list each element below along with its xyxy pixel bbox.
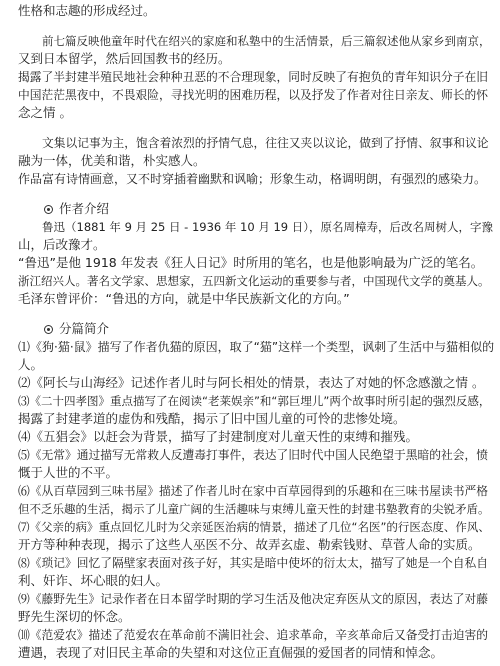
section-heading-chapters (44, 320, 109, 338)
text-line: 中国茫茫黑夜中，不畏艰险，寻找光明的困难历程，以及抒发了作者对往日亲友、师长的怀 (18, 88, 488, 102)
text-line: 作品富有诗情画意，又不时穿插着幽默和讽喻；形象生动，格调明朗，有强烈的感染力。 (18, 172, 487, 186)
section-title: 作者介绍 (59, 201, 110, 216)
text-line: 毛泽东曾评价：“鲁迅的方向，就是中华民族新文化的方向。” (18, 291, 350, 306)
text-line: 慨于人世的不平。 (18, 465, 119, 480)
text-line: 山，后改豫才。 (18, 237, 106, 252)
text-line: 鲁迅（1881 年 9 月 25 日 - 1936 年 10 月 19 日），原名周樟寿，后改名周树人，字豫 (42, 220, 494, 234)
text-line: 遭遇，表现了对旧民主革命的失望和对这位正直倔强的爱国者的同情和悼念。 (18, 645, 444, 660)
text-line: ⑴《狗·猫·鼠》描写了作者仇猫的原因，取了“猫”这样一个类型，讽刺了生活中与猫相似的 (18, 340, 495, 354)
text-line: ⑸《无常》通过描写无常救人反遭毒打事件，表达了旧时代中国人民绝望于黑暗的社会，愤 (18, 448, 488, 462)
text-line: 浙江绍兴人。著名文学家、思想家，五四新文化运动的重要参与者，中国现代文学的奠基人。 (18, 274, 490, 288)
text-line: 融为一体，优美和谐，朴实感人。 (18, 153, 206, 168)
text-line: ⑵《阿长与山海经》记述作者儿时与阿长相处的情景，表达了对她的怀念感激之情 。 (18, 375, 485, 390)
text-line: 文集以记事为主，饱含着浓烈的抒情气息，往往又夹以议论，做到了抒情、叙事和议论 (42, 136, 489, 150)
text-line: 揭露了半封建半殖民地社会种种丑恶的不合理现象，同时反映了有抱负的青年知识分子在旧 (18, 70, 488, 84)
text-line: 野先生深切的怀念。 (18, 609, 131, 624)
text-line: ⑹《从百草园到三味书屋》描述了作者儿时在家中百草园得到的乐趣和在三味书屋读书严格 (18, 484, 488, 498)
text-line: 念之情 。 (18, 105, 72, 120)
section-heading-author (44, 200, 109, 218)
circle-bullet-icon (44, 205, 53, 214)
circle-bullet-icon (44, 325, 53, 334)
section-title: 分篇简介 (59, 321, 110, 336)
text-line: 性格和志趣的形成经过。 (18, 3, 156, 18)
text-line: “鲁迅”是他 1918 年发表《狂人日记》时所用的笔名，也是他影响最为广泛的笔名。 (18, 255, 484, 270)
text-line: 人。 (18, 357, 44, 372)
text-line: ⑷《五猖会》以赶会为背景，描写了封建制度对儿童天性的束缚和摧残。 (18, 429, 419, 444)
text-line: 揭露了封建孝道的虚伪和残酷，揭示了旧中国儿童的可怜的悲惨处境。 (18, 411, 406, 426)
text-line: ⑼《藤野先生》记录作者在日本留学时期的学习生活及他决定弃医从文的原因，表达了对藤 (18, 592, 488, 606)
text-line: 又到日本留学，然后回国教书的经历。 (18, 51, 231, 66)
text-line: 前七篇反映他童年时代在绍兴的家庭和私塾中的生活情景，后三篇叙述他从家乡到南京， (42, 34, 491, 48)
text-line: ⑺《父亲的病》重点回忆儿时为父亲延医治病的情景，描述了几位“名医”的行医态度、作风、 (18, 520, 490, 534)
text-line: ⑽《范爱农》描述了范爱农在革命前不满旧社会、追求革命，辛亥革命后又备受打击迫害的 (18, 628, 488, 642)
text-line: 利、奸诈、坏心眼的妇人。 (18, 573, 169, 588)
text-line: 开方等种种表现，揭示了这些人巫医不分、故弄玄虚、勒索钱财、草菅人命的实质。 (18, 537, 481, 552)
text-line: ⑻《琐记》回忆了隔壁家表面对孩子好，其实是暗中使坏的衍太太，描写了她是一个自私自 (18, 556, 488, 570)
text-line: 但不乏乐趣的生活，揭示了儿童广阔的生活趣味与束缚儿童天性的封建书塾教育的尖锐矛盾。 (18, 502, 490, 516)
text-line: ⑶《二十四孝图》重点描写了在阅读“老莱娱亲”和“郭巨埋儿”两个故事时所引起的强烈反感， (18, 394, 491, 408)
